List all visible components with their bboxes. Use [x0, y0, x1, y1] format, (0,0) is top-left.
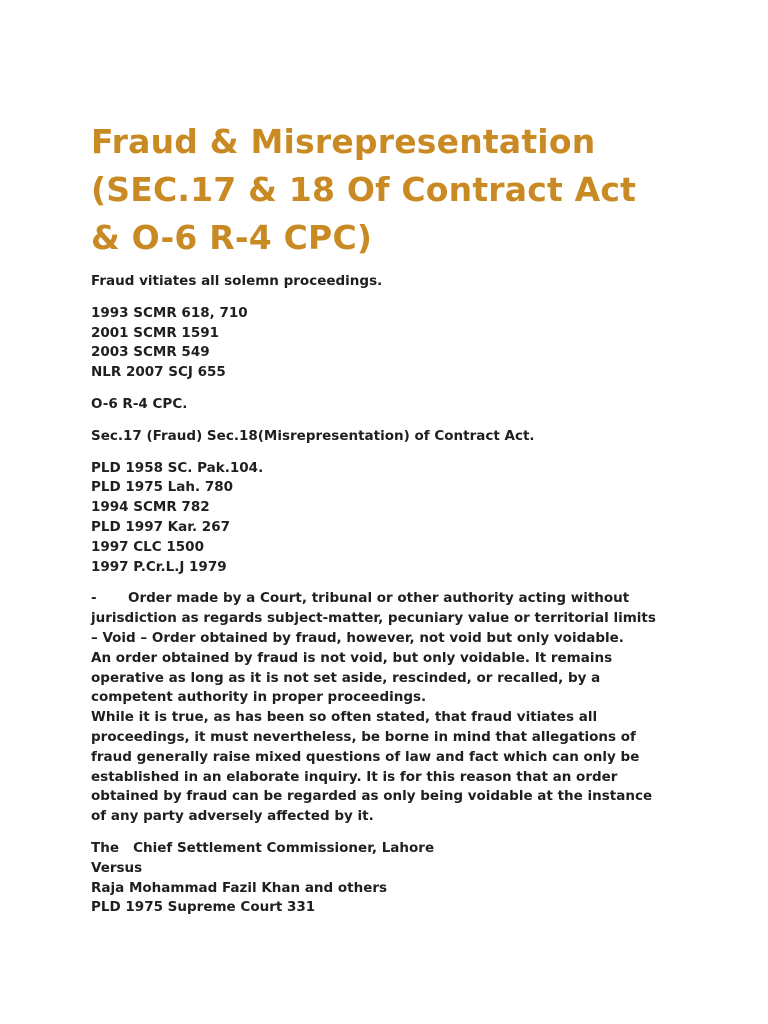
citation: 1997 CLC 1500	[91, 538, 204, 555]
case-versus: Versus	[91, 859, 143, 876]
citation-list-2	[91, 459, 731, 578]
title-line: (SEC.17 & 18 Of Contract Act	[91, 170, 637, 209]
order-rule-paragraph: O-6 R-4 CPC.	[91, 395, 188, 412]
holding-paragraph	[91, 589, 731, 827]
document-page	[91, 118, 731, 930]
holding-line: An order obtained by fraud is not void, but only voidable. It remains	[91, 649, 613, 666]
citation-list-1	[91, 304, 731, 383]
citation: PLD 1958 SC. Pak.104.	[91, 459, 264, 476]
holding-line: obtained by fraud can be regarded as only being voidable at the instance	[91, 788, 653, 805]
case-citation: PLD 1975 Supreme Court 331	[91, 899, 316, 916]
holding-line: established in an elaborate inquiry. It is for this reason that an order	[91, 768, 618, 785]
document-title	[91, 118, 731, 262]
holding-line: proceedings, it must nevertheless, be borne in mind that allegations of	[91, 728, 636, 745]
case-reference	[91, 839, 731, 918]
document-body	[91, 272, 731, 918]
citation: 1997 P.Cr.L.J 1979	[91, 558, 227, 575]
intro-paragraph: Fraud vitiates all solemn proceedings.	[91, 273, 383, 289]
sections-paragraph: Sec.17 (Fraud) Sec.18(Misrepresentation) of Contract Act.	[91, 427, 535, 444]
citation: 2001 SCMR 1591	[91, 324, 220, 341]
holding-text: Order made by a Court, tribunal or other authority acting without	[128, 590, 630, 607]
title-line: Fraud & Misrepresentation	[91, 122, 596, 161]
citation: NLR 2007 SCJ 655	[91, 364, 226, 381]
citation: 1993 SCMR 618, 710	[91, 304, 248, 321]
holding-line: competent authority in proper proceedings.	[91, 689, 427, 706]
citation: PLD 1975 Lah. 780	[91, 479, 234, 496]
case-party: The Chief Settlement Commissioner, Lahore	[91, 839, 435, 856]
holding-line: operative as long as it is not set aside, rescinded, or recalled, by a	[91, 669, 601, 686]
holding-line: jurisdiction as regards subject-matter, pecuniary value or territorial limits	[91, 610, 656, 627]
citation: 2003 SCMR 549	[91, 344, 210, 361]
bullet-dash: -	[91, 590, 97, 607]
holding-line: of any party adversely affected by it.	[91, 808, 374, 825]
case-party: Raja Mohammad Fazil Khan and others	[91, 879, 388, 896]
holding-line: fraud generally raise mixed questions of law and fact which can only be	[91, 748, 640, 765]
citation: 1994 SCMR 782	[91, 499, 210, 516]
holding-line: – Void – Order obtained by fraud, however, not void but only voidable.	[91, 629, 624, 646]
citation: PLD 1997 Kar. 267	[91, 518, 230, 535]
title-line: & O-6 R-4 CPC)	[91, 218, 373, 257]
holding-line: While it is true, as has been so often stated, that fraud vitiates all	[91, 709, 598, 726]
holding-line	[91, 589, 731, 609]
